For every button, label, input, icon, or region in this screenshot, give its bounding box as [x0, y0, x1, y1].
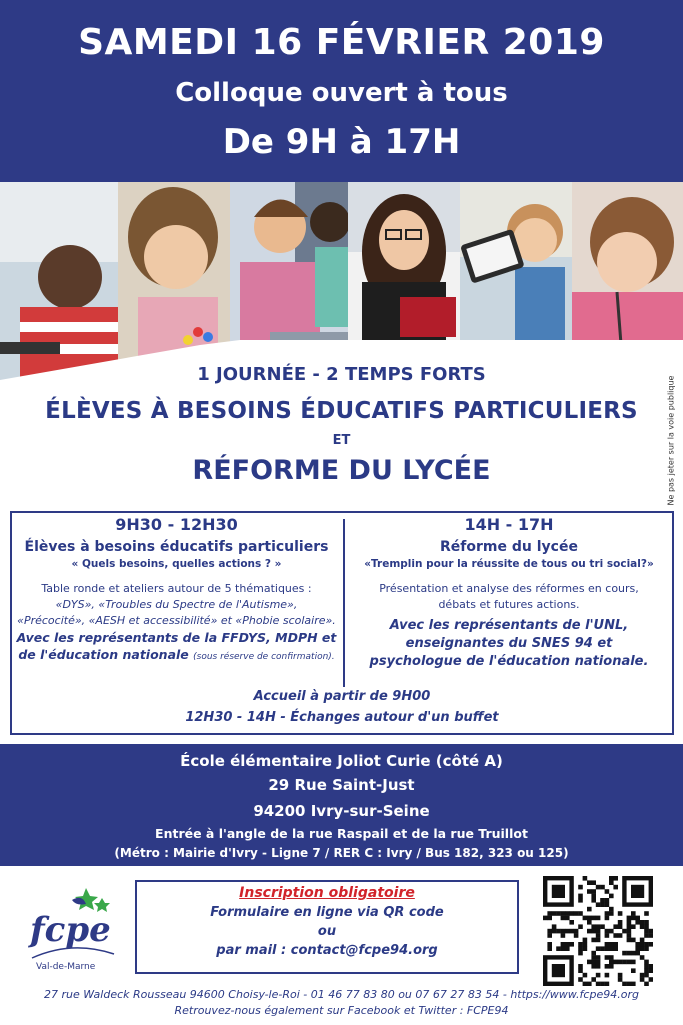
venue-entrance: Entrée à l'angle de la rue Raspail et de la rue Truillot	[155, 826, 528, 841]
headline-topic-2: RÉFORME DU LYCÉE	[192, 455, 491, 486]
venue-school: École élémentaire Joliot Curie (côté A)	[180, 752, 503, 770]
registration-or: ou	[317, 924, 337, 939]
welcome-time: Accueil à partir de 9H00	[253, 689, 431, 704]
qr-code[interactable]	[543, 876, 653, 986]
headline-and: ET	[332, 433, 351, 448]
registration-box	[135, 880, 519, 974]
header-banner	[0, 0, 683, 182]
afternoon-guests: Avec les représentants de l'UNL, enseignantes du SNES 94 et psychologue de l'éducation nationale.	[369, 618, 649, 669]
morning-description: Table ronde et ateliers autour de 5 thématiques : «DYS», «Troubles du Spectre de l'Autisme», «Précocité», «AESH et accessibilité» et «Phobie scolaire».	[17, 582, 336, 627]
fcpe-logo	[22, 880, 122, 975]
program-afternoon	[348, 515, 670, 671]
event-hours: De 9H à 17H	[222, 122, 461, 162]
venue-street: 29 Rue Saint-Just	[268, 776, 415, 794]
logo-brand: fcpe	[30, 910, 111, 950]
side-note: Ne pas jeter sur la voie publique	[666, 375, 676, 506]
footer-address: 27 rue Waldeck Rousseau 94600 Choisy-le-Roi - 01 46 77 83 80 ou 07 67 27 83 54 - https://www.fcpe94.org	[44, 988, 639, 1001]
event-subtitle: Colloque ouvert à tous	[175, 78, 508, 108]
registration-online: Formulaire en ligne via QR code	[210, 905, 444, 920]
registration-mandatory: Inscription obligatoire	[239, 885, 415, 901]
logo-region: Val-de-Marne	[36, 962, 96, 972]
venue-city: 94200 Ivry-sur-Seine	[253, 802, 430, 820]
program-morning	[14, 515, 339, 666]
qr-code-image[interactable]	[543, 876, 653, 986]
headline-topic-1: ÉLÈVES À BESOINS ÉDUCATIFS PARTICULIERS	[45, 398, 638, 424]
program-divider	[343, 519, 345, 687]
venue-banner	[0, 744, 683, 866]
program-box	[10, 511, 674, 735]
headline-day: 1 JOURNÉE - 2 TEMPS FORTS	[197, 364, 486, 385]
afternoon-time: 14H - 17H	[464, 515, 554, 534]
afternoon-description: Présentation et analyse des réformes en cours, débats et futures actions.	[379, 582, 639, 611]
registration-email[interactable]: par mail : contact@fcpe94.org	[216, 943, 438, 958]
venue-transport: (Métro : Mairie d'Ivry - Ligne 7 / RER C : Ivry / Bus 182, 323 ou 125)	[114, 846, 569, 860]
morning-time: 9H30 - 12H30	[115, 515, 238, 534]
morning-guests: Avec les représentants de la FFDYS, MDPH et de l'éducation nationale (sous réserve de confirmation).	[16, 630, 337, 662]
afternoon-title: Réforme du lycée	[440, 539, 578, 555]
event-date: SAMEDI 16 FÉVRIER 2019	[78, 22, 605, 63]
morning-quote: « Quels besoins, quelles actions ? »	[71, 558, 282, 570]
afternoon-quote: «Tremplin pour la réussite de tous ou tri social?»	[364, 558, 654, 570]
morning-title: Élèves à besoins éducatifs particuliers	[24, 539, 329, 555]
lunch-time: 12H30 - 14H - Échanges autour d'un buffet	[185, 710, 499, 725]
footer-social: Retrouvez-nous également sur Facebook et Twitter : FCPE94	[174, 1004, 509, 1017]
